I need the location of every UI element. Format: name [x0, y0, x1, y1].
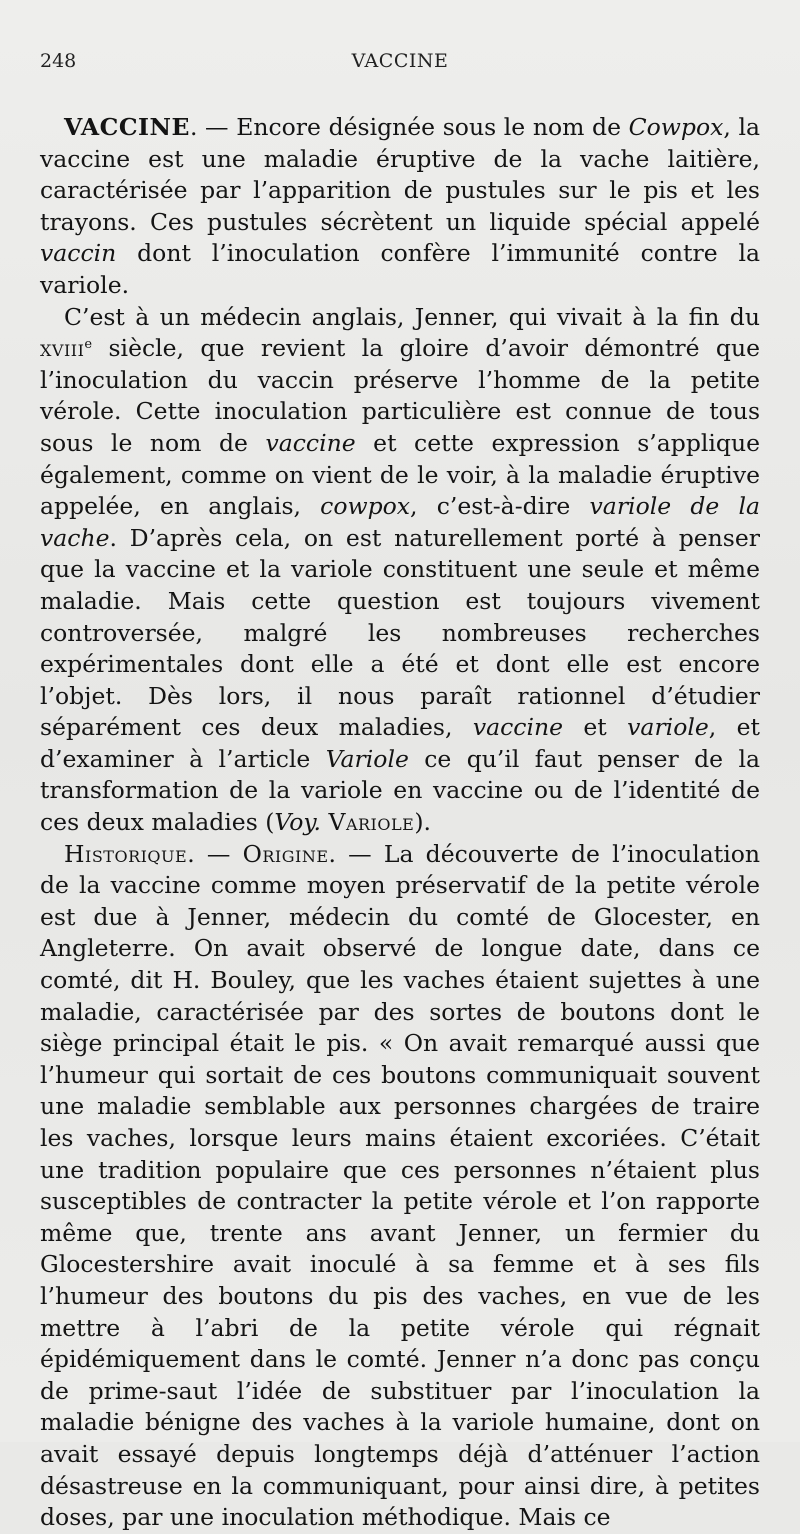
paragraph-jenner: [40, 302, 760, 839]
entry-term: VACCINE: [64, 113, 190, 141]
century-superscript: e: [84, 337, 93, 353]
italic-term: Variole: [325, 744, 409, 773]
paragraph-vaccine-definition: [40, 112, 760, 302]
text-run: . — La découverte de l’inoculation de la vaccine comme moyen préservatif de la petite vérole est due à Jenner, médecin du comté de Glocester, en Angleterre. On avait observé de longue date, dans ce comté, dit H. Bouley, que les vaches étaient sujettes à une maladie, caractérisée par des sortes de boutons dont le siège principal était le pis. « On avait remarqué aussi que l’humeur qui sortait de ces boutons communiquait souvent une maladie semblable aux personnes chargées de traire les vaches, lorsque leurs mains étaient excoriées. C’était une tradition populaire que ces personnes n’étaient plus susceptibles de contracter la petite vérole et l’on rapporte même que, trente ans avant Jenner, un fermier du Glocestershire avait inoculé à sa femme et à ses fils l’humeur des boutons du pis des vaches, en vue de les mettre à l’abri de la petite vérole qui régnait épidémiquement dans le comté. Jenner n’a donc pas conçu de prime-saut l’idée de substituer par l’inoculation la maladie bénigne des vaches à la variole humaine, dont on avait essayé depuis longtemps déjà d’atténuer l’action désastreuse en la communiquant, pour ainsi dire, à petites doses, par une inoculation méthodique. Mais ce: [40, 839, 760, 1532]
text-run: . — Encore désignée sous le nom de: [189, 113, 629, 141]
text-run: siècle, que revient la gloire d’avoir démontré que l’inoculation du vaccin préserve l’homme de la petite vérole. Cette inoculation particulière est connue de tous sous le nom de: [40, 334, 760, 457]
section-heading-historique: Historique: [64, 839, 188, 868]
italic-term: Cowpox: [628, 113, 724, 141]
text-run: , la vaccine est une maladie éruptive de la vache laitière, caractérisée par l’apparition de pustules sur le pis et les trayons. Ces pustules sécrètent un liquide spécial appelé: [40, 113, 760, 236]
paragraph-historique: [40, 839, 760, 1534]
text-run: . D’après cela, on est naturellement porté à penser que la vaccine et la variole constituent une seule et même maladie. Mais cette question est toujours vivement controversée, malgré les nombreuses recherches expérimentales dont elle a été et dont elle est encore l’objet. Dès lors, il nous paraît rationnel d’étudier séparément ces deux maladies,: [40, 523, 760, 742]
text-run: , et d’examiner à l’article: [40, 713, 760, 773]
text-run: et: [563, 713, 628, 742]
body-text: [40, 112, 760, 1534]
cross-reference: Variole: [328, 808, 415, 837]
text-run: dont l’inoculation confère l’immunité contre la variole.: [40, 239, 760, 299]
running-title: VACCINE: [351, 50, 449, 72]
text-run: C’est à un médecin anglais, Jenner, qui vivait à la fin du: [64, 302, 760, 331]
text-run: . —: [187, 839, 243, 868]
italic-term: vaccin: [40, 239, 117, 268]
running-header: [40, 50, 760, 78]
italic-term: vaccine: [265, 428, 356, 457]
century-numeral: xviii: [40, 334, 85, 363]
italic-term: variole: [627, 713, 709, 742]
section-heading-origine: Origine: [242, 839, 329, 868]
text-run: ).: [414, 808, 431, 837]
italic-term: variole de la vache: [40, 492, 760, 552]
text-run: , c’est-à-dire: [410, 492, 590, 521]
italic-term: vaccine: [472, 713, 563, 742]
page-number: 248: [40, 50, 77, 72]
text-run: ce qu’il faut penser de la transformation de la variole en vaccine ou de l’identité de ces deux maladies (: [40, 744, 760, 837]
text-run: et cette expression s’applique également, comme on vient de le voir, à la maladie éruptive appelée, en anglais,: [40, 428, 760, 521]
italic-term: cowpox: [320, 492, 411, 521]
italic-term: Voy.: [274, 808, 321, 837]
